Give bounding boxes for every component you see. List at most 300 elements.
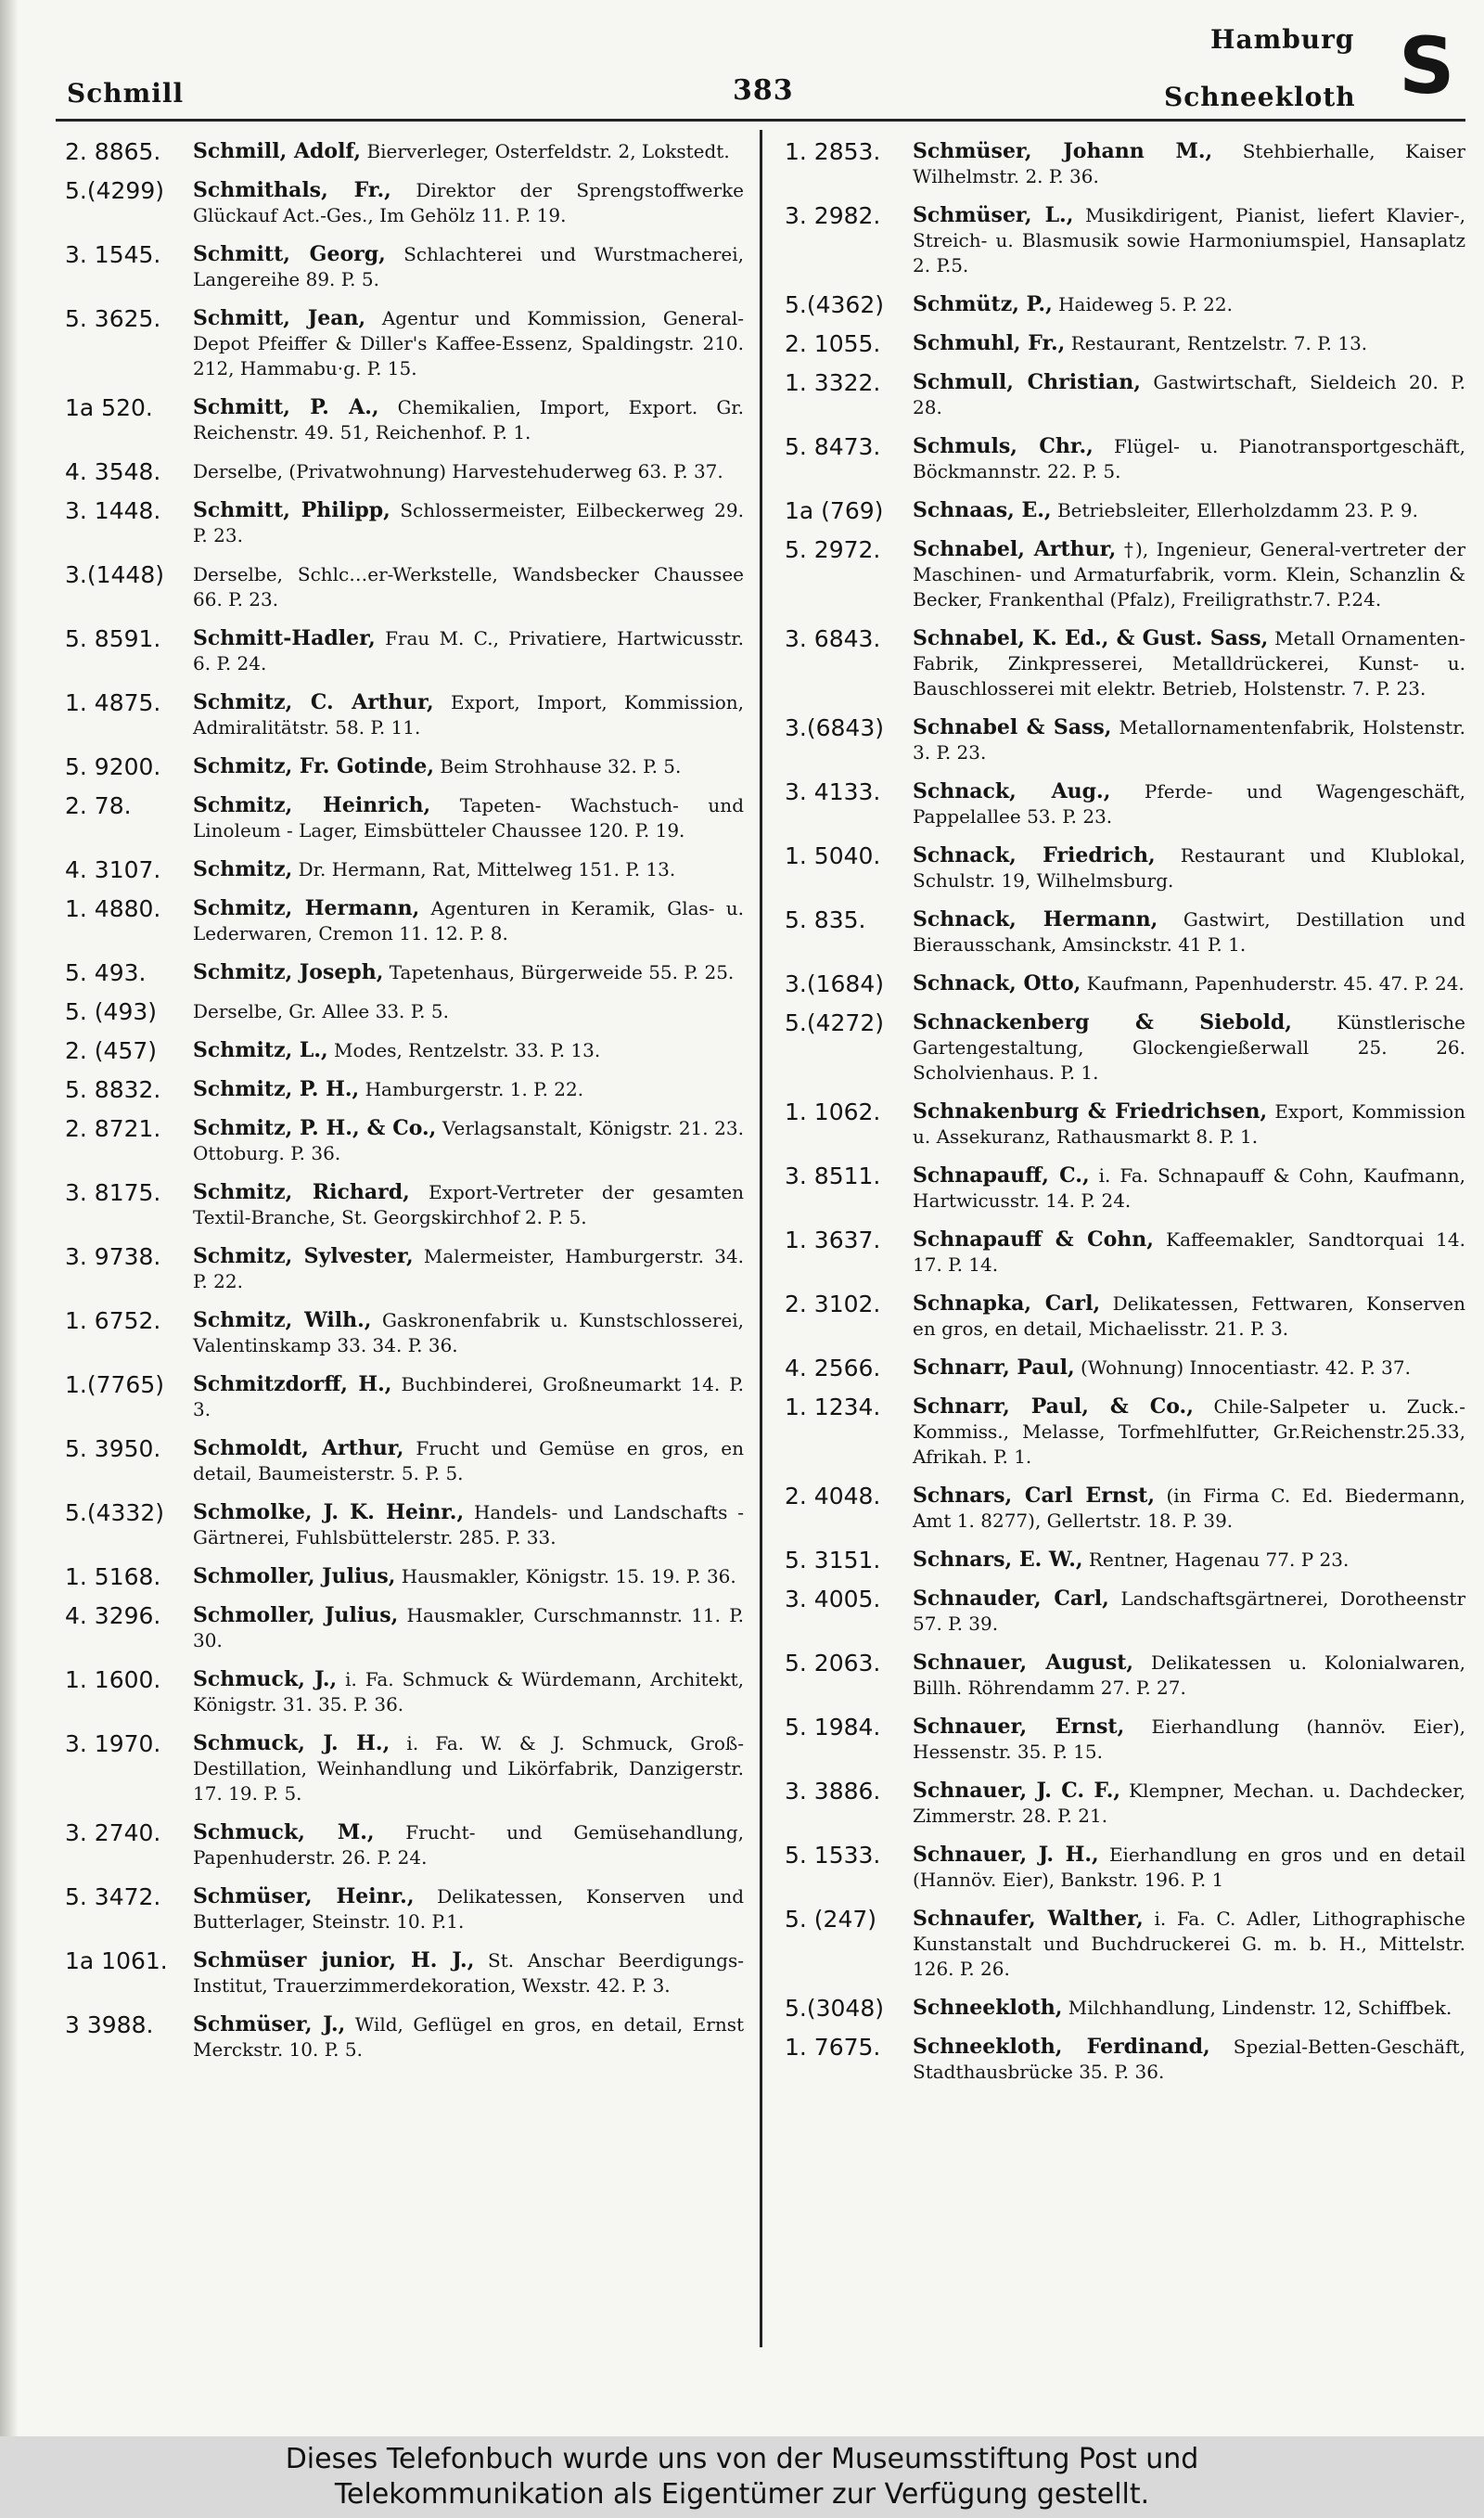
phone-number: 3. 2982. bbox=[785, 202, 881, 229]
entry-text bbox=[913, 139, 1465, 189]
entry-details: Pferde- und Wagengeschäft, Pappelallee 53. P. 23. bbox=[913, 780, 1465, 828]
entry-details: Schlossermeister, Eilbeckerweg 29. P. 23. bbox=[193, 499, 744, 546]
phone-number: 1. 2853. bbox=[785, 138, 881, 165]
directory-entry bbox=[785, 907, 1465, 957]
phone-number: 3. 1970. bbox=[65, 1730, 161, 1757]
subscriber-name: Schmitt, Jean, bbox=[193, 306, 366, 330]
directory-entry bbox=[785, 1099, 1465, 1150]
entry-text bbox=[193, 1436, 744, 1486]
directory-entry bbox=[65, 306, 744, 381]
entry-details: Restaurant und Klublokal, Schulstr. 19, Wilhelmsburg. bbox=[913, 844, 1466, 892]
entry-details: Betriebsleiter, Ellerholzdamm 23. P. 9. bbox=[1056, 499, 1418, 521]
phone-number: 1. 5168. bbox=[65, 1563, 161, 1590]
entry-details: Stehbierhalle, Kaiser Wilhelmstr. 2. P. 36. bbox=[913, 140, 1465, 187]
entry-text bbox=[913, 1843, 1465, 1893]
entry-details: Wild, Geflügel en gros, en detail, Ernst Merckstr. 10. P. 5. bbox=[193, 2013, 745, 2061]
entry-text bbox=[913, 1227, 1465, 1278]
header-right-name: Schneekloth bbox=[1164, 82, 1356, 112]
subscriber-name: Schmuck, J., bbox=[193, 1667, 338, 1691]
entry-details: Hamburgerstr. 1. P. 22. bbox=[365, 1078, 584, 1100]
phone-number: 1. 5040. bbox=[785, 842, 881, 869]
entry-details: Modes, Rentzelstr. 33. P. 13. bbox=[334, 1039, 601, 1061]
directory-entry bbox=[785, 1587, 1465, 1637]
entry-text bbox=[913, 370, 1465, 420]
phone-number: 2. (457) bbox=[65, 1037, 158, 1064]
directory-entry bbox=[65, 1603, 744, 1653]
directory-entry bbox=[785, 1163, 1465, 1214]
phone-number: 5. 1984. bbox=[785, 1714, 881, 1741]
entry-text bbox=[913, 1291, 1465, 1342]
entry-text bbox=[193, 1180, 744, 1230]
subscriber-name: Schmitz, L., bbox=[193, 1038, 328, 1062]
entry-details: †), Ingenieur, General-vertreter der Maschinen- und Armaturfabrik, vorm. Klein, Schanzlin & Becker, Frankenthal (Pfalz), Freiligrathstr.7. P.24. bbox=[913, 538, 1466, 610]
entry-details: i. Fa. Schnapauff & Cohn, Kaufmann, Hartwicusstr. 14. P. 24. bbox=[913, 1164, 1465, 1212]
entry-details: Frucht und Gemüse en gros, en detail, Baumeisterstr. 5. P. 5. bbox=[193, 1437, 744, 1484]
directory-entry bbox=[65, 242, 744, 292]
directory-entry bbox=[65, 1820, 744, 1870]
directory-entry bbox=[65, 498, 744, 548]
subscriber-name: Schnarr, Paul, & Co., bbox=[913, 1394, 1194, 1419]
entry-details: Musikdirigent, Pianist, liefert Klavier-, Streich- u. Blasmusik sowie Harmoniumspiel, Hansaplatz 2. P.5. bbox=[913, 204, 1466, 276]
entry-details: Delikatessen, Konserven und Butterlager, Steinstr. 10. P.1. bbox=[193, 1885, 745, 1933]
directory-entry bbox=[65, 1564, 744, 1589]
entry-text bbox=[913, 1907, 1465, 1982]
subscriber-name: Schnack, Hermann, bbox=[913, 907, 1158, 931]
subscriber-name: Schnapauff, C., bbox=[913, 1163, 1090, 1188]
phone-number: 4. 3296. bbox=[65, 1602, 161, 1629]
directory-entry bbox=[65, 1948, 744, 1998]
directory-entry bbox=[65, 1372, 744, 1422]
phone-number: 2. 8865. bbox=[65, 138, 161, 165]
phone-number: 5. 9200. bbox=[65, 753, 161, 780]
entry-details: Dr. Hermann, Rat, Mittelweg 151. P. 13. bbox=[298, 858, 676, 880]
directory-entry bbox=[785, 1010, 1465, 1086]
phone-number: 3. 6843. bbox=[785, 625, 881, 652]
phone-number: 5.(4332) bbox=[65, 1499, 164, 1526]
entry-details: Export, Import, Kommission, Admiralitätstr. 58. P. 11. bbox=[193, 691, 745, 739]
left-column bbox=[65, 139, 744, 2076]
subscriber-name: Schmüser, J., bbox=[193, 2012, 346, 2036]
directory-entry bbox=[785, 715, 1465, 765]
entry-details: Gastwirt, Destillation und Bierausschank, Amsinckstr. 41 P. 1. bbox=[913, 908, 1465, 956]
entry-details: (Wohnung) Innocentiastr. 42. P. 37. bbox=[1081, 1356, 1411, 1379]
directory-entry bbox=[65, 960, 744, 985]
phone-number: 1a (769) bbox=[785, 497, 884, 524]
column-divider bbox=[760, 130, 762, 2347]
subscriber-name: Schmitt, P. A., bbox=[193, 395, 379, 419]
entry-details: Rentner, Hagenau 77. P 23. bbox=[1088, 1548, 1350, 1571]
directory-entry bbox=[785, 779, 1465, 829]
footer-caption-line-2: Telekommunikation als Eigentümer zur Verfügung gestellt. bbox=[334, 2478, 1150, 2511]
phone-number: 5.(4272) bbox=[785, 1009, 884, 1036]
entry-details: Agentur und Kommission, General-Depot Pfeiffer & Diller's Kaffee-Essenz, Spaldingstr. 210. 212, Hammabu·g. P. 15. bbox=[193, 307, 744, 379]
entry-details: Metall Ornamenten-Fabrik, Zinkpresserei, Metalldrückerei, Kunst- u. Bauschlosserei mit elektr. Betrieb, Holstenstr. 7. P. 23. bbox=[913, 627, 1465, 700]
phone-number: 1a 1061. bbox=[65, 1947, 168, 1974]
directory-entry bbox=[785, 1291, 1465, 1342]
entry-details: Chemikalien, Import, Export. Gr. Reichenstr. 49. 51, Reichenhof. P. 1. bbox=[193, 396, 745, 443]
entry-details: Metallornamentenfabrik, Holstenstr. 3. P. 23. bbox=[913, 716, 1465, 764]
entry-text bbox=[913, 203, 1465, 278]
phone-number: 5. 1533. bbox=[785, 1842, 881, 1869]
entry-details: Kaufmann, Papenhuderstr. 45. 47. P. 24. bbox=[1086, 972, 1465, 995]
entry-details: Kaffeemakler, Sandtorquai 14. 17. P. 14. bbox=[913, 1228, 1465, 1276]
entry-text bbox=[913, 779, 1465, 829]
phone-number: 1. 3637. bbox=[785, 1227, 881, 1253]
directory-entry bbox=[65, 1180, 744, 1230]
phone-number: 4. 2566. bbox=[785, 1355, 881, 1381]
entry-text bbox=[913, 1484, 1465, 1534]
phone-number: 5. 8473. bbox=[785, 433, 881, 460]
phone-number: 3.(6843) bbox=[785, 714, 884, 741]
entry-text bbox=[193, 999, 744, 1024]
phone-number: 2. 78. bbox=[65, 792, 132, 819]
subscriber-name: Schnauer, August, bbox=[913, 1651, 1134, 1675]
entry-text bbox=[193, 857, 744, 882]
entry-details: Eierhandlung (hannöv. Eier), Hessenstr. 35. P. 15. bbox=[913, 1715, 1465, 1763]
entry-text bbox=[913, 331, 1465, 356]
entry-text bbox=[193, 1667, 744, 1717]
subscriber-name: Schmüser, Heinr., bbox=[193, 1884, 415, 1908]
entry-details: Frau M. C., Privatiere, Hartwicusstr. 6. P. 24. bbox=[193, 627, 744, 674]
entry-details: Schlachterei und Wurstmacherei, Langereihe 89. P. 5. bbox=[193, 243, 744, 290]
entry-text bbox=[913, 971, 1465, 996]
phone-number: 3 3988. bbox=[65, 2011, 154, 2038]
subscriber-name: Schmitz, Richard, bbox=[193, 1180, 410, 1204]
phone-number: 4. 3107. bbox=[65, 856, 161, 883]
phone-number: 1. 6752. bbox=[65, 1307, 161, 1334]
entry-text bbox=[193, 1308, 744, 1358]
entry-details: Spezial-Betten-Geschäft, Stadthausbrücke 35. P. 36. bbox=[913, 2036, 1465, 2083]
entry-text bbox=[193, 754, 744, 779]
phone-number: 2. 8721. bbox=[65, 1115, 161, 1142]
subscriber-name: Schmüser, L., bbox=[913, 203, 1074, 227]
entry-text bbox=[913, 1651, 1465, 1701]
subscriber-name: Schmithals, Fr., bbox=[193, 178, 391, 202]
directory-entry bbox=[785, 1227, 1465, 1278]
subscriber-name: Schmitz, Hermann, bbox=[193, 896, 420, 920]
entry-details: Bierverleger, Osterfeldstr. 2, Lokstedt. bbox=[366, 140, 730, 162]
subscriber-name: Schmitt, Georg, bbox=[193, 242, 386, 266]
entry-text bbox=[193, 139, 744, 164]
subscriber-name: Schmitt-Hadler, bbox=[193, 626, 376, 650]
entry-text bbox=[193, 1372, 744, 1422]
entry-text bbox=[913, 1163, 1465, 1214]
subscriber-name: Schnauer, J. C. F., bbox=[913, 1779, 1121, 1803]
phone-number: 3.(1684) bbox=[785, 970, 884, 997]
entry-text bbox=[193, 690, 744, 740]
phone-number: 5.(3048) bbox=[785, 1995, 884, 2022]
entry-text bbox=[193, 1820, 744, 1870]
phone-number: 5. 2972. bbox=[785, 536, 881, 563]
entry-details: Gaskronenfabrik u. Kunstschlosserei, Valentinskamp 33. 34. P. 36. bbox=[193, 1309, 744, 1356]
subscriber-name: Schmoller, Julius, bbox=[193, 1603, 399, 1627]
phone-number: 5. 8832. bbox=[65, 1076, 161, 1103]
entry-text bbox=[913, 1548, 1465, 1573]
phone-number: 1. 1234. bbox=[785, 1394, 881, 1420]
subscriber-name: Schmüser junior, H. J., bbox=[193, 1948, 475, 1972]
phone-number: 3. 1545. bbox=[65, 241, 161, 268]
entry-details: Flügel- u. Pianotransportgeschäft, Böckmannstr. 22. P. 5. bbox=[913, 435, 1465, 482]
entry-details: Hausmakler, Königstr. 15. 19. P. 36. bbox=[401, 1565, 736, 1587]
phone-number: 5. 493. bbox=[65, 959, 147, 986]
entry-details: Gastwirtschaft, Sieldeich 20. P. 28. bbox=[913, 371, 1465, 418]
entry-details: Frucht- und Gemüsehandlung, Papenhuderstr. 26. P. 24. bbox=[193, 1821, 744, 1869]
entry-text bbox=[193, 1116, 744, 1166]
entry-text bbox=[193, 793, 744, 843]
entry-text bbox=[193, 1500, 744, 1550]
phone-number: 1. 1062. bbox=[785, 1098, 881, 1125]
entry-details: Hausmakler, Curschmannstr. 11. P. 30. bbox=[193, 1604, 744, 1651]
phone-number: 5. (493) bbox=[65, 998, 158, 1025]
subscriber-name: Schnars, Carl Ernst, bbox=[913, 1484, 1155, 1508]
subscriber-name: Schmuhl, Fr., bbox=[913, 331, 1066, 355]
directory-entry bbox=[65, 178, 744, 228]
directory-entry bbox=[785, 203, 1465, 278]
entry-text bbox=[193, 1038, 744, 1063]
subscriber-name: Schmuck, J. H., bbox=[193, 1731, 390, 1755]
subscriber-name: Schmuck, M., bbox=[193, 1820, 375, 1844]
entry-details: Export-Vertreter der gesamten Textil-Branche, St. Georgskirchhof 2. P. 5. bbox=[193, 1181, 744, 1228]
phone-number: 2. 1055. bbox=[785, 330, 881, 357]
phone-number: 1. 4880. bbox=[65, 895, 161, 922]
entry-text bbox=[913, 1099, 1465, 1150]
subscriber-name: Schnars, E. W., bbox=[913, 1548, 1083, 1572]
directory-entry bbox=[785, 1355, 1465, 1381]
header-city: Hamburg bbox=[1210, 24, 1355, 55]
entry-details: Handels- und Landschafts - Gärtnerei, Fuhlsbüttelerstr. 285. P. 33. bbox=[193, 1501, 745, 1548]
directory-entry bbox=[785, 1907, 1465, 1982]
phone-number: 1. 3322. bbox=[785, 369, 881, 396]
subscriber-name: Schmuls, Chr., bbox=[913, 434, 1094, 458]
subscriber-name: Schnauder, Carl, bbox=[913, 1587, 1109, 1611]
entry-details: Derselbe, (Privatwohnung) Harvestehuderweg 63. P. 37. bbox=[193, 460, 723, 482]
subscriber-name: Schneekloth, bbox=[913, 1996, 1063, 2020]
entry-details: Export, Kommission u. Assekuranz, Rathausmarkt 8. P. 1. bbox=[913, 1100, 1465, 1148]
entry-text bbox=[193, 1948, 744, 1998]
subscriber-name: Schmoldt, Arthur, bbox=[193, 1436, 404, 1460]
entry-text bbox=[913, 498, 1465, 523]
directory-entry bbox=[65, 139, 744, 164]
directory-entry bbox=[785, 1651, 1465, 1701]
section-letter: S bbox=[1399, 20, 1455, 111]
directory-entry bbox=[785, 1484, 1465, 1534]
subscriber-name: Schnack, Aug., bbox=[913, 779, 1111, 803]
subscriber-name: Schnack, Friedrich, bbox=[913, 843, 1156, 867]
phone-number: 1a 520. bbox=[65, 394, 153, 421]
subscriber-name: Schnapauff & Cohn, bbox=[913, 1227, 1154, 1252]
directory-entry bbox=[785, 2035, 1465, 2085]
entry-text bbox=[193, 1244, 744, 1294]
phone-number: 1.(7765) bbox=[65, 1371, 164, 1398]
header-rule bbox=[56, 119, 1465, 122]
subscriber-name: Schmitz, P. H., bbox=[193, 1077, 360, 1101]
phone-number: 3. 8511. bbox=[785, 1163, 881, 1189]
subscriber-name: Schnauer, Ernst, bbox=[913, 1715, 1125, 1739]
entry-details: Delikatessen, Fettwaren, Konserven en gros, en detail, Michaelisstr. 21. P. 3. bbox=[913, 1292, 1465, 1340]
directory-entry bbox=[785, 537, 1465, 612]
phone-number: 2. 4048. bbox=[785, 1483, 881, 1510]
phone-number: 3. 4133. bbox=[785, 778, 881, 805]
directory-entry bbox=[785, 139, 1465, 189]
entry-text bbox=[193, 960, 744, 985]
directory-entry bbox=[65, 896, 744, 946]
entry-text bbox=[913, 537, 1465, 612]
subscriber-name: Schnabel & Sass, bbox=[913, 715, 1112, 739]
directory-entry bbox=[65, 857, 744, 882]
entry-text bbox=[913, 1587, 1465, 1637]
phone-number: 3. 1448. bbox=[65, 497, 161, 524]
entry-details: Agenturen in Keramik, Glas- u. Lederwaren, Cremon 11. 12. P. 8. bbox=[193, 897, 744, 944]
entry-text bbox=[913, 1010, 1465, 1086]
directory-entry bbox=[785, 1996, 1465, 2021]
footer-caption-line-1: Dieses Telefonbuch wurde uns von der Museumsstiftung Post und bbox=[285, 2443, 1199, 2475]
entry-details: Delikatessen u. Kolonialwaren, Billh. Röhrendamm 27. P. 27. bbox=[913, 1651, 1466, 1699]
page-number: 383 bbox=[733, 74, 794, 107]
directory-entry bbox=[785, 843, 1465, 893]
subscriber-name: Schmitzdorff, H., bbox=[193, 1372, 392, 1396]
directory-entry bbox=[785, 498, 1465, 523]
directory-entry bbox=[65, 754, 744, 779]
subscriber-name: Schmitz, Heinrich, bbox=[193, 793, 431, 817]
subscriber-name: Schmull, Christian, bbox=[913, 370, 1141, 394]
entry-details: Künstlerische Gartengestaltung, Glockengießerwall 25. 26. Scholvienhaus. P. 1. bbox=[913, 1011, 1465, 1084]
entry-details: Verlagsanstalt, Königstr. 21. 23. Ottoburg. P. 36. bbox=[193, 1117, 744, 1164]
directory-entry bbox=[65, 1077, 744, 1102]
phone-number: 5.(4299) bbox=[65, 177, 164, 204]
entry-text bbox=[913, 626, 1465, 701]
phone-number: 3. 2740. bbox=[65, 1819, 161, 1846]
directory-entry bbox=[65, 1244, 744, 1294]
entry-details: Eierhandlung en gros und en detail (Hannöv. Eier), Bankstr. 196. P. 1 bbox=[913, 1844, 1465, 1891]
subscriber-name: Schnauer, J. H., bbox=[913, 1843, 1099, 1867]
entry-text bbox=[913, 843, 1465, 893]
entry-details: Malermeister, Hamburgerstr. 34. P. 22. bbox=[193, 1245, 744, 1292]
directory-entry bbox=[65, 999, 744, 1024]
subscriber-name: Schnaufer, Walther, bbox=[913, 1907, 1144, 1931]
header-left-name: Schmill bbox=[67, 78, 185, 109]
phone-number: 5. 3950. bbox=[65, 1435, 161, 1462]
directory-entry bbox=[65, 1436, 744, 1486]
subscriber-name: Schmitz, bbox=[193, 857, 293, 881]
entry-text bbox=[193, 896, 744, 946]
entry-details: Direktor der Sprengstoffwerke Glückauf Act.-Ges., Im Gehölz 11. P. 19. bbox=[193, 179, 745, 226]
directory-entry bbox=[65, 1667, 744, 1717]
entry-text bbox=[913, 1394, 1465, 1470]
directory-entry bbox=[785, 434, 1465, 484]
subscriber-name: Schmitz, Joseph, bbox=[193, 960, 384, 984]
subscriber-name: Schmoller, Julius, bbox=[193, 1564, 396, 1588]
entry-details: i. Fa. Schmuck & Würdemann, Architekt, Königstr. 31. 35. P. 36. bbox=[193, 1668, 745, 1715]
entry-text bbox=[193, 459, 744, 484]
phone-number: 3.(1448) bbox=[65, 561, 164, 588]
subscriber-name: Schnapka, Carl, bbox=[913, 1291, 1101, 1316]
phone-number: 2. 3102. bbox=[785, 1291, 881, 1317]
entry-details: i. Fa. C. Adler, Lithographische Kunstanstalt und Buchdruckerei G. m. b. H., Mittelstr. 126. P. 26. bbox=[913, 1908, 1465, 1980]
entry-text bbox=[913, 1996, 1465, 2021]
subscriber-name: Schmitz, Sylvester, bbox=[193, 1244, 414, 1268]
entry-details: Haideweg 5. P. 22. bbox=[1058, 293, 1233, 315]
entry-details: i. Fa. W. & J. Schmuck, Groß-Destillation, Weinhandlung und Likörfabrik, Danzigerstr. 17. 19. P. 5. bbox=[193, 1732, 744, 1805]
entry-text bbox=[193, 2012, 744, 2062]
directory-entry bbox=[65, 626, 744, 676]
directory-entry bbox=[785, 292, 1465, 317]
subscriber-name: Schnaas, E., bbox=[913, 498, 1052, 522]
subscriber-name: Schmüser, Johann M., bbox=[913, 139, 1213, 163]
subscriber-name: Schmill, Adolf, bbox=[193, 139, 362, 163]
entry-details: Derselbe, Gr. Allee 33. P. 5. bbox=[193, 1000, 449, 1022]
directory-entry bbox=[65, 1500, 744, 1550]
subscriber-name: Schnarr, Paul, bbox=[913, 1355, 1075, 1380]
entry-text bbox=[193, 1603, 744, 1653]
phone-number: 4. 3548. bbox=[65, 458, 161, 485]
directory-entry bbox=[65, 2012, 744, 2062]
subscriber-name: Schmitt, Philipp, bbox=[193, 498, 390, 522]
directory-entry bbox=[65, 1116, 744, 1166]
entry-details: Restaurant, Rentzelstr. 7. P. 13. bbox=[1070, 332, 1368, 354]
directory-entry bbox=[785, 1548, 1465, 1573]
phone-number: 5.(4362) bbox=[785, 291, 884, 318]
directory-entry bbox=[785, 370, 1465, 420]
phone-number: 5. 2063. bbox=[785, 1650, 881, 1677]
subscriber-name: Schnabel, Arthur, bbox=[913, 537, 1117, 561]
directory-entry bbox=[785, 1715, 1465, 1765]
entry-text bbox=[913, 2035, 1465, 2085]
entry-details: Tapeten- Wachstuch- und Linoleum - Lager, Eimsbütteler Chaussee 120. P. 19. bbox=[193, 794, 744, 841]
phone-number: 5. 3151. bbox=[785, 1547, 881, 1574]
phone-number: 3. 8175. bbox=[65, 1179, 161, 1206]
entry-text bbox=[913, 434, 1465, 484]
entry-details: Derselbe, Schlc…er-Werkstelle, Wandsbecker Chaussee 66. P. 23. bbox=[193, 563, 744, 610]
phone-number: 3. 4005. bbox=[785, 1586, 881, 1612]
subscriber-name: Schmitz, Fr. Gotinde, bbox=[193, 754, 435, 778]
phone-number: 5. 8591. bbox=[65, 625, 161, 652]
entry-details: Landschaftsgärtnerei, Dorotheenstr 57. P. 39. bbox=[913, 1587, 1466, 1635]
entry-details: Beim Strohhause 32. P. 5. bbox=[440, 755, 682, 777]
phone-number: 3. 9738. bbox=[65, 1243, 161, 1270]
entry-text bbox=[913, 1355, 1465, 1381]
subscriber-name: Schnabel, K. Ed., & Gust. Sass, bbox=[913, 626, 1269, 650]
phone-number: 3. 3886. bbox=[785, 1778, 881, 1805]
phone-number: 1. 1600. bbox=[65, 1666, 161, 1693]
directory-entry bbox=[785, 1843, 1465, 1893]
phone-number: 5. (247) bbox=[785, 1906, 877, 1933]
entry-text bbox=[193, 626, 744, 676]
entry-details: Tapetenhaus, Bürgerweide 55. P. 25. bbox=[389, 961, 735, 983]
directory-entry bbox=[785, 971, 1465, 996]
entry-details: St. Anschar Beerdigungs-Institut, Trauerzimmerdekoration, Wexstr. 42. P. 3. bbox=[193, 1949, 744, 1997]
entry-details: Chile-Salpeter u. Zuck.- Kommiss., Melasse, Torfmehlfutter, Gr.Reichenstr.25.33, Afrikah. P. 1. bbox=[913, 1395, 1465, 1468]
phone-number: 5. 3625. bbox=[65, 305, 161, 332]
directory-entry bbox=[65, 459, 744, 484]
subscriber-name: Schmütz, P., bbox=[913, 292, 1053, 316]
subscriber-name: Schmitz, C. Arthur, bbox=[193, 690, 434, 714]
phone-number: 1. 4875. bbox=[65, 689, 161, 716]
entry-text bbox=[193, 178, 744, 228]
subscriber-name: Schmitz, Wilh., bbox=[193, 1308, 372, 1332]
subscriber-name: Schnackenberg & Siebold, bbox=[913, 1010, 1292, 1034]
subscriber-name: Schmitz, P. H., & Co., bbox=[193, 1116, 437, 1140]
directory-entry bbox=[785, 1394, 1465, 1470]
entry-details: Klempner, Mechan. u. Dachdecker, Zimmerstr. 28. P. 21. bbox=[913, 1779, 1465, 1827]
entry-text bbox=[193, 242, 744, 292]
entry-text bbox=[193, 395, 744, 445]
directory-entry bbox=[785, 1779, 1465, 1829]
entry-text bbox=[913, 1779, 1465, 1829]
entry-text bbox=[193, 306, 744, 381]
directory-entry bbox=[65, 1308, 744, 1358]
entry-details: Milchhandlung, Lindenstr. 12, Schiffbek. bbox=[1068, 1997, 1452, 2019]
subscriber-name: Schneekloth, Ferdinand, bbox=[913, 2035, 1210, 2059]
